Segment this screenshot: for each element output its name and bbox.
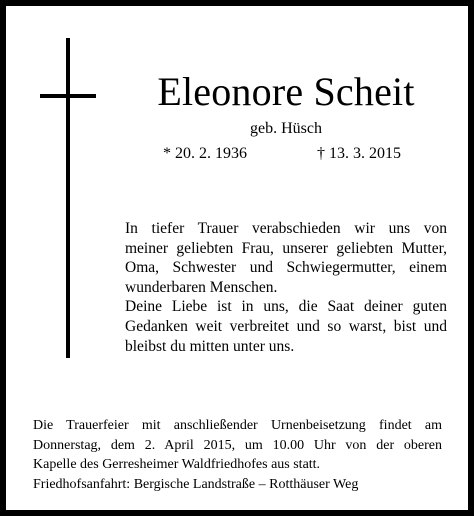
funeral-line: Donnerstag, dem 2. April 2015, um 10.00 Uhr von der oberen (33, 437, 442, 453)
message-line: bleibst du mitten unter uns. (125, 337, 295, 355)
mourning-message (125, 219, 447, 356)
birth-name: geb. Hüsch (250, 120, 322, 137)
funeral-details (33, 416, 442, 494)
message-line: meiner geliebten Frau, unserer geliebten Mutter, (125, 239, 447, 257)
birth-date: * 20. 2. 1936 (163, 145, 247, 162)
message-line: In tiefer Trauer verabschieden wir uns von (125, 220, 447, 237)
cross-icon (66, 38, 70, 358)
funeral-line: Friedhofsanfahrt: Bergische Landstraße – Rotthäuser Weg (33, 476, 359, 492)
funeral-line: Die Trauerfeier mit anschließender Urnenbeisetzung findet am (33, 418, 442, 433)
message-line: Oma, Schwester und Schwiegermutter, einem (125, 259, 447, 277)
funeral-line: Kapelle des Gerresheimer Waldfriedhofes aus statt. (33, 457, 321, 472)
message-line: wunderbaren Menschen. (125, 278, 278, 296)
deceased-name: Eleonore Scheit (157, 69, 415, 114)
message-line: Gedanken weit verbreitet und so warst, bist und (125, 317, 447, 335)
obituary-notice (6, 6, 468, 510)
message-line: Deine Liebe ist in uns, die Saat deiner guten (125, 298, 447, 316)
cross-icon-bar (40, 94, 96, 98)
death-date: † 13. 3. 2015 (317, 145, 401, 162)
